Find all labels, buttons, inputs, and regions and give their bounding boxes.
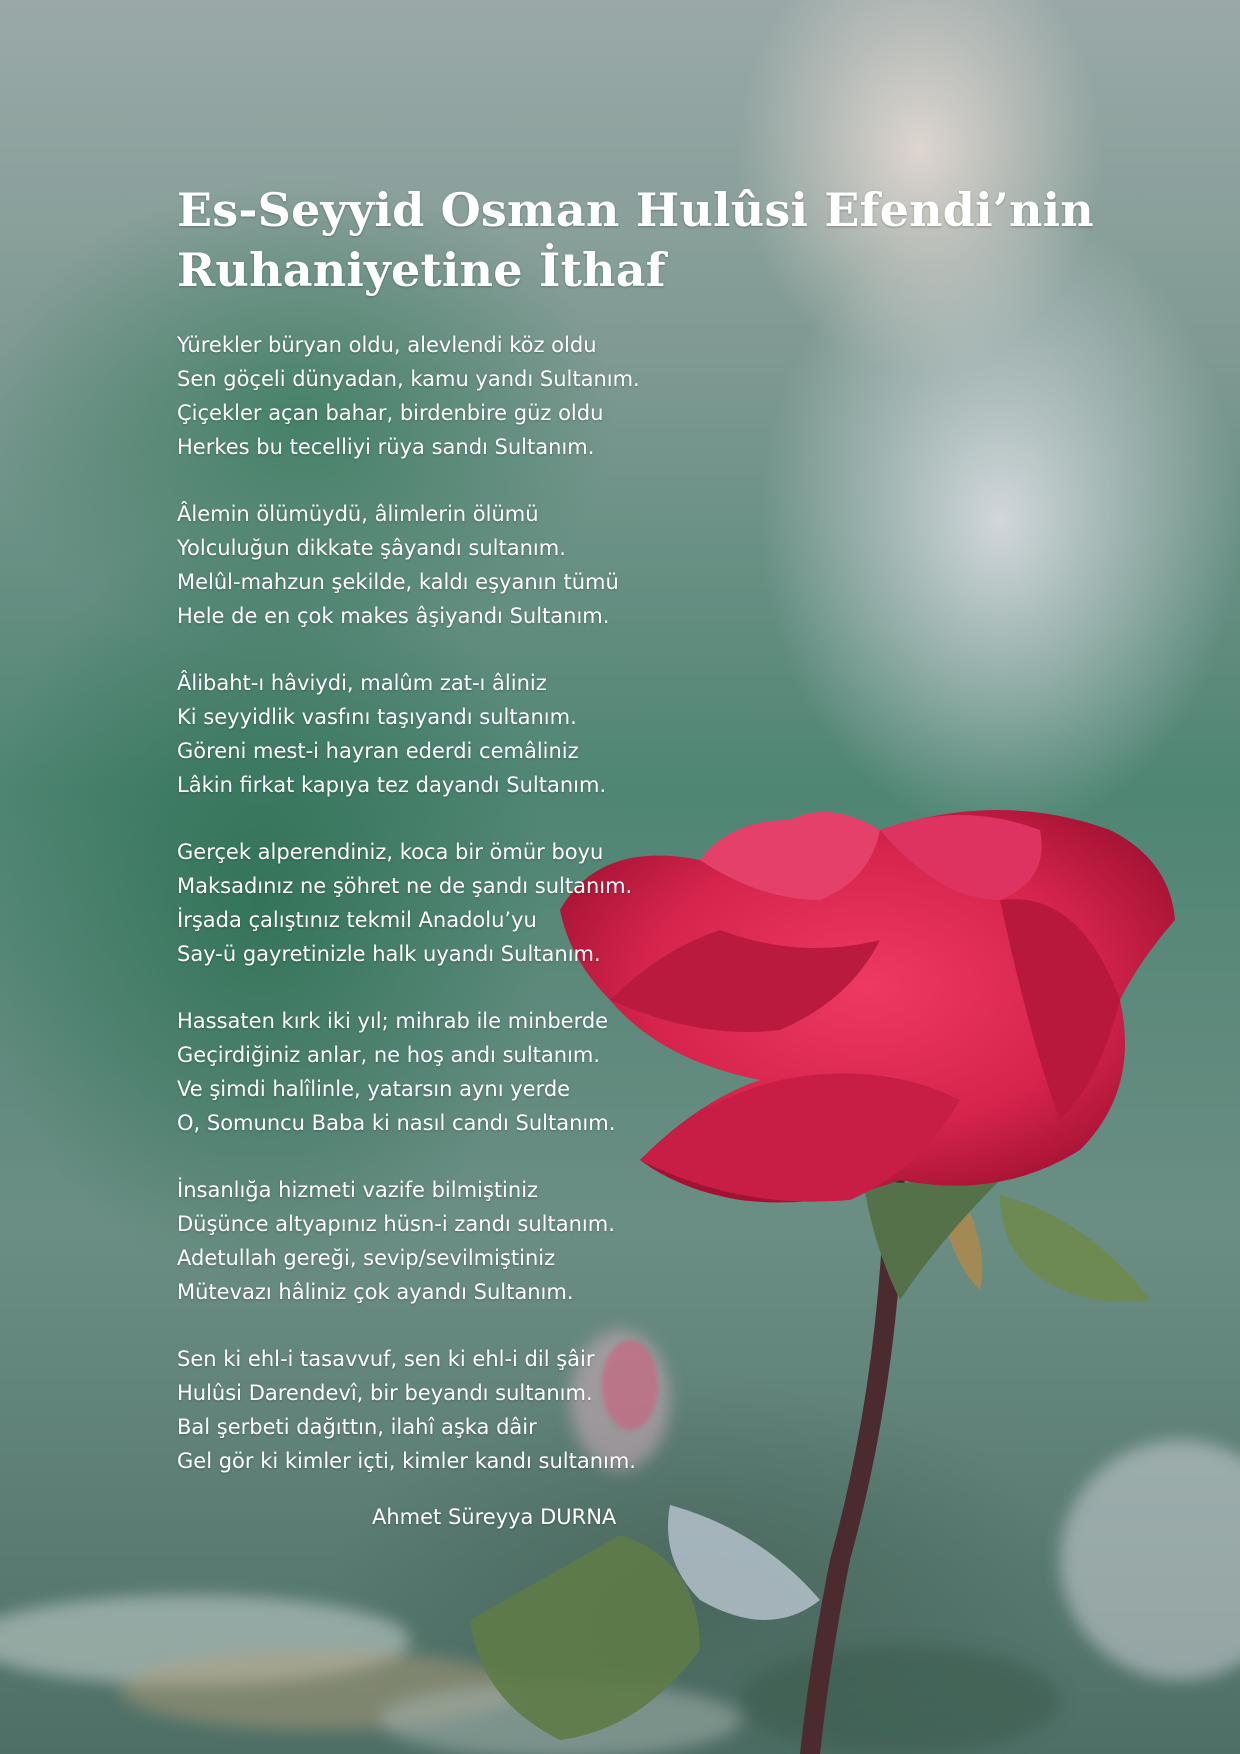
- poem-line: Yürekler büryan oldu, alevlendi köz oldu: [177, 333, 597, 357]
- leaf: [1000, 1195, 1150, 1302]
- poem-line: Melûl-mahzun şekilde, kaldı eşyanın tümü: [177, 570, 619, 594]
- poem-line: Göreni mest-i hayran ederdi cemâliniz: [177, 739, 579, 763]
- poem-line: Yolculuğun dikkate şâyandı sultanım.: [177, 536, 566, 560]
- poem-line: O, Somuncu Baba ki nasıl candı Sultanım.: [177, 1111, 616, 1135]
- poem-line: Sen ki ehl-i tasavvuf, sen ki ehl-i dil şâir: [177, 1347, 595, 1371]
- poem-stanza: [177, 1342, 897, 1478]
- poem-author: Ahmet Süreyya DURNA: [372, 1505, 617, 1529]
- poem-line: İnsanlığa hizmeti vazife bilmiştiniz: [177, 1178, 539, 1202]
- poem-line: Adetullah gereği, sevip/sevilmiştiniz: [177, 1246, 556, 1270]
- poem-line: Düşünce altyapınız hüsn-i zandı sultanım.: [177, 1212, 615, 1236]
- poem-stanza: [177, 666, 897, 802]
- poem-text-block: [177, 180, 1094, 1478]
- poem-line: Ve şimdi halîlinle, yatarsın aynı yerde: [177, 1077, 571, 1101]
- poem-line: Geçirdiğiniz anlar, ne hoş andı sultanım.: [177, 1043, 601, 1067]
- poem-line: Çiçekler açan bahar, birdenbire güz oldu: [177, 401, 604, 425]
- poem-line: Gel gör ki kimler içti, kimler kandı sultanım.: [177, 1449, 636, 1473]
- poem-line: Gerçek alperendiniz, koca bir ömür boyu: [177, 840, 604, 864]
- poem-stanza: [177, 1004, 897, 1140]
- poem-line: İrşada çalıştınız tekmil Anadolu’yu: [177, 908, 537, 932]
- poem-line: Hulûsi Darendevî, bir beyandı sultanım.: [177, 1381, 593, 1405]
- poem-title-line: Ruhaniyetine İthaf: [177, 243, 666, 297]
- poem-line: Bal şerbeti dağıttın, ilahî aşka dâir: [177, 1415, 537, 1439]
- poem-title: [177, 180, 1094, 300]
- poem-line: Hassaten kırk iki yıl; mihrab ile minberde: [177, 1009, 609, 1033]
- poem-stanza: [177, 328, 897, 464]
- poem-line: Say-ü gayretinizle halk uyandı Sultanım.: [177, 942, 601, 966]
- poem-stanza: [177, 497, 897, 633]
- poem-line: Lâkin firkat kapıya tez dayandı Sultanım.: [177, 773, 607, 797]
- poem-stanza: [177, 1173, 897, 1309]
- poem-stanza: [177, 835, 897, 971]
- poem-line: Âlemin ölümüydü, âlimlerin ölümü: [177, 502, 539, 526]
- poem-line: Mütevazı hâliniz çok ayandı Sultanım.: [177, 1280, 574, 1304]
- poem-line: Maksadınız ne şöhret ne de şandı sultanım.: [177, 874, 633, 898]
- poem-line: Hele de en çok makes âşiyandı Sultanım.: [177, 604, 610, 628]
- poem-line: Herkes bu tecelliyi rüya sandı Sultanım.: [177, 435, 595, 459]
- poem-line: Ki seyyidlik vasfını taşıyandı sultanım.: [177, 705, 577, 729]
- poem-body: [177, 328, 897, 1478]
- poem-line: Sen göçeli dünyadan, kamu yandı Sultanım.: [177, 367, 640, 391]
- poem-line: Âlibaht-ı hâviydi, malûm zat-ı âliniz: [177, 671, 547, 695]
- poem-title-line: Es-Seyyid Osman Hulûsi Efendi’nin: [177, 183, 1094, 237]
